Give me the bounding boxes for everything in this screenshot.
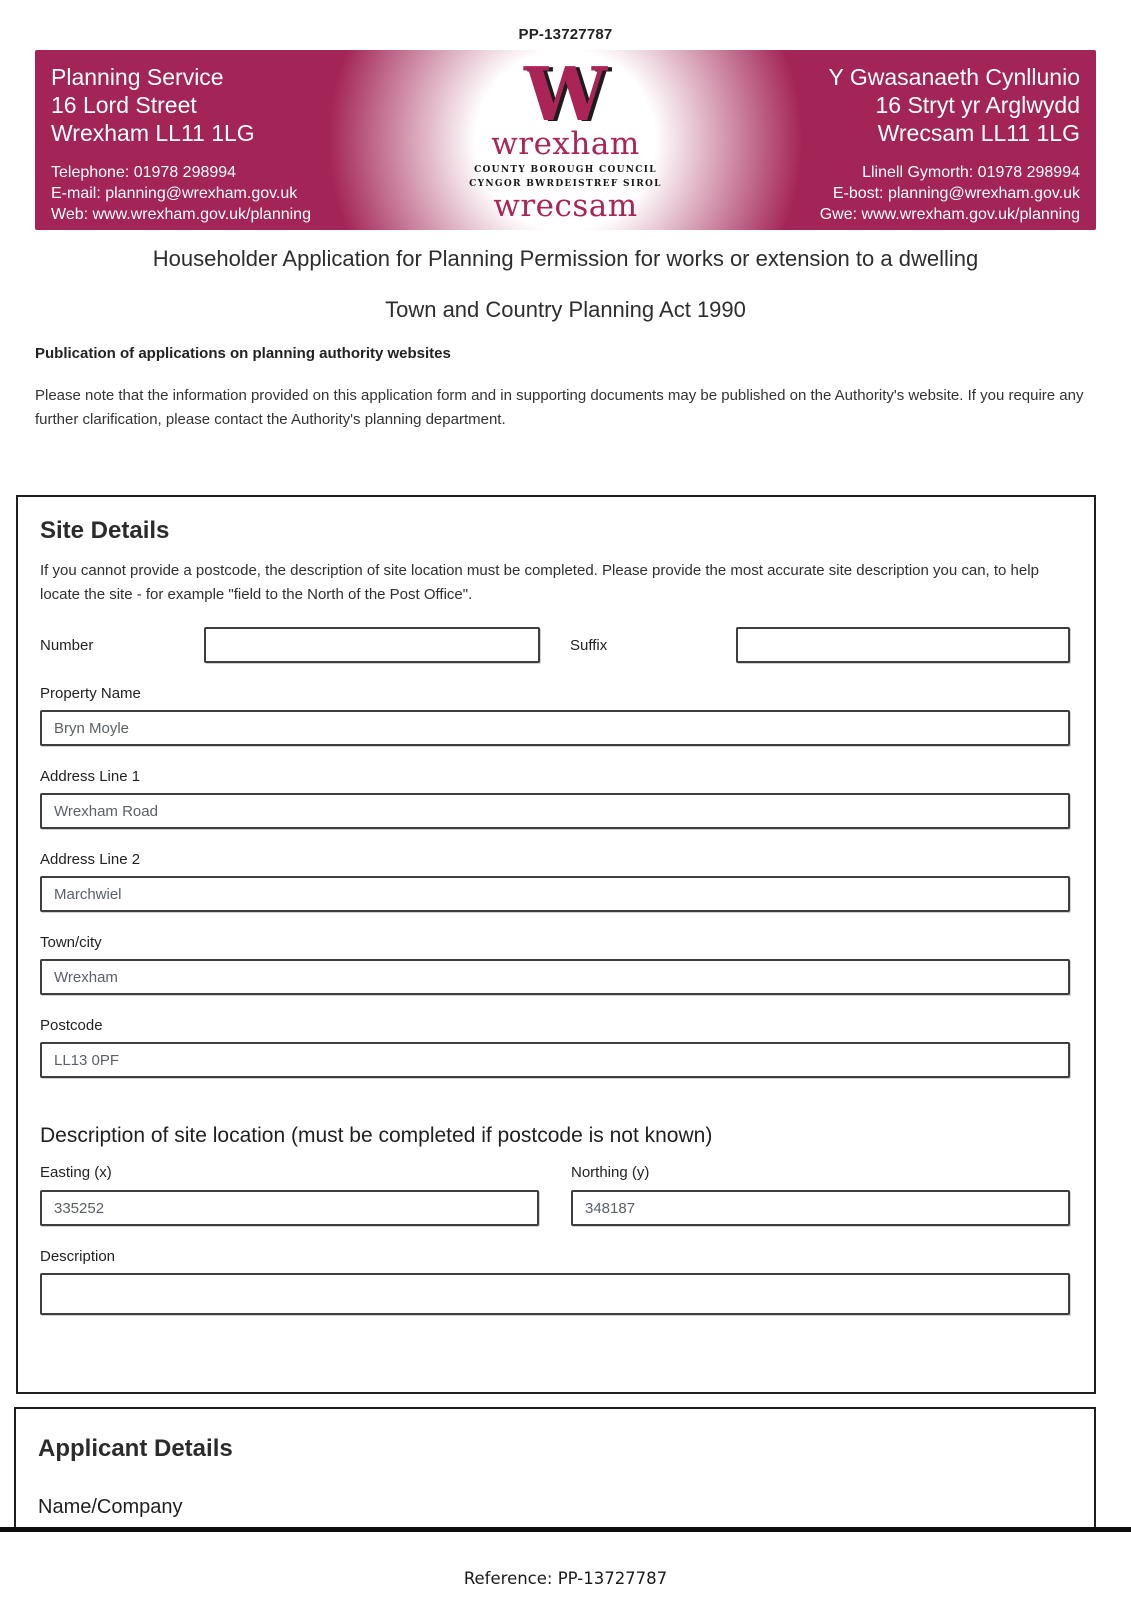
postcode-field[interactable] (40, 1042, 1070, 1078)
postcode-label: Postcode (40, 1017, 103, 1035)
address-line-1-field-group (40, 768, 1070, 829)
property-name-field[interactable] (40, 710, 1070, 746)
publication-note-heading: Publication of applications on planning authority websites (35, 345, 451, 362)
act-subtitle: Town and Country Planning Act 1990 (385, 297, 746, 322)
property-name-label: Property Name (40, 685, 141, 703)
address-line: Planning Service (51, 64, 224, 90)
postcode-field-group (40, 1017, 1070, 1078)
suffix-field[interactable] (736, 627, 1070, 663)
easting-field[interactable] (40, 1190, 539, 1226)
town-city-field[interactable] (40, 959, 1070, 995)
address-line: Y Gwasanaeth Cynllunio (828, 64, 1080, 90)
number-label: Number (40, 636, 94, 654)
description-field-group (40, 1248, 1070, 1315)
council-header-banner (35, 50, 1096, 230)
northing-field[interactable] (571, 1190, 1070, 1226)
logo-wordmark-welsh: wrecsam (493, 188, 638, 225)
address-line-2-field-group (40, 851, 1070, 912)
email-line: E-mail: planning@wrexham.gov.uk (51, 185, 298, 203)
logo-caption-english: COUNTY BOROUGH COUNCIL (474, 165, 657, 176)
name-company-label: Name/Company (38, 1495, 183, 1518)
northing-label: Northing (y) (571, 1164, 650, 1182)
suffix-label: Suffix (570, 636, 608, 654)
footer-reference: Reference: PP-13727787 (463, 1569, 668, 1589)
town-city-field-group (40, 934, 1070, 995)
coordinates-row (40, 1164, 1070, 1226)
web-line: Web: www.wrexham.gov.uk/planning (51, 206, 311, 224)
address-line-1-label: Address Line 1 (40, 768, 141, 786)
site-details-heading: Site Details (40, 516, 170, 544)
northing-field-group (571, 1164, 1070, 1226)
email-line: E-bost: planning@wrexham.gov.uk (832, 185, 1080, 203)
council-logo (441, 50, 691, 230)
address-line-1-field[interactable] (40, 793, 1070, 829)
easting-field-group (40, 1164, 539, 1226)
easting-label: Easting (x) (40, 1164, 112, 1182)
town-city-label: Town/city (40, 934, 102, 952)
property-name-field-group (40, 685, 1070, 746)
telephone-line: Telephone: 01978 298994 (51, 164, 237, 182)
application-reference-top: PP-13727787 (518, 26, 613, 43)
address-line: 16 Stryt yr Arglwydd (875, 92, 1080, 119)
logo-wordmark-english: wrexham (491, 126, 640, 163)
description-field[interactable] (40, 1273, 1070, 1315)
address-line-2-label: Address Line 2 (40, 851, 141, 869)
address-line-2-field[interactable] (40, 876, 1070, 912)
page-break-divider (0, 1527, 1131, 1532)
header-english-address (35, 50, 441, 230)
site-location-heading: Description of site location (must be completed if postcode is not known) (40, 1124, 713, 1148)
address-line: 16 Lord Street (51, 92, 197, 119)
header-welsh-address (691, 50, 1097, 230)
number-suffix-row (40, 627, 1070, 663)
wrexham-w-monogram-icon: W (523, 52, 608, 139)
applicant-details-section (14, 1407, 1096, 1527)
web-line: Gwe: www.wrexham.gov.uk/planning (819, 206, 1080, 224)
address-line: Wrecsam LL11 1LG (877, 120, 1080, 147)
address-line: Wrexham LL11 1LG (51, 120, 255, 147)
publication-note-body: Please note that the information provided on this application form and in supporting documents may be published on the Authority's website. If you require any further clarification, please contact the Authority's planning department. (35, 387, 1084, 429)
form-title: Householder Application for Planning Permission for works or extension to a dwelling (152, 246, 979, 271)
description-label: Description (40, 1248, 116, 1266)
number-field[interactable] (204, 627, 540, 663)
logo-caption-welsh: CYNGOR BWRDEISTREF SIROL (469, 179, 662, 190)
applicant-details-heading: Applicant Details (38, 1435, 233, 1463)
site-details-section (16, 495, 1096, 1395)
telephone-line: Llinell Gymorth: 01978 298994 (862, 164, 1080, 182)
site-details-intro: If you cannot provide a postcode, the description of site location must be completed. Please provide the most accurate site description you can, to help locate the site - for example "field to the North of the Post Office". (40, 562, 1039, 604)
